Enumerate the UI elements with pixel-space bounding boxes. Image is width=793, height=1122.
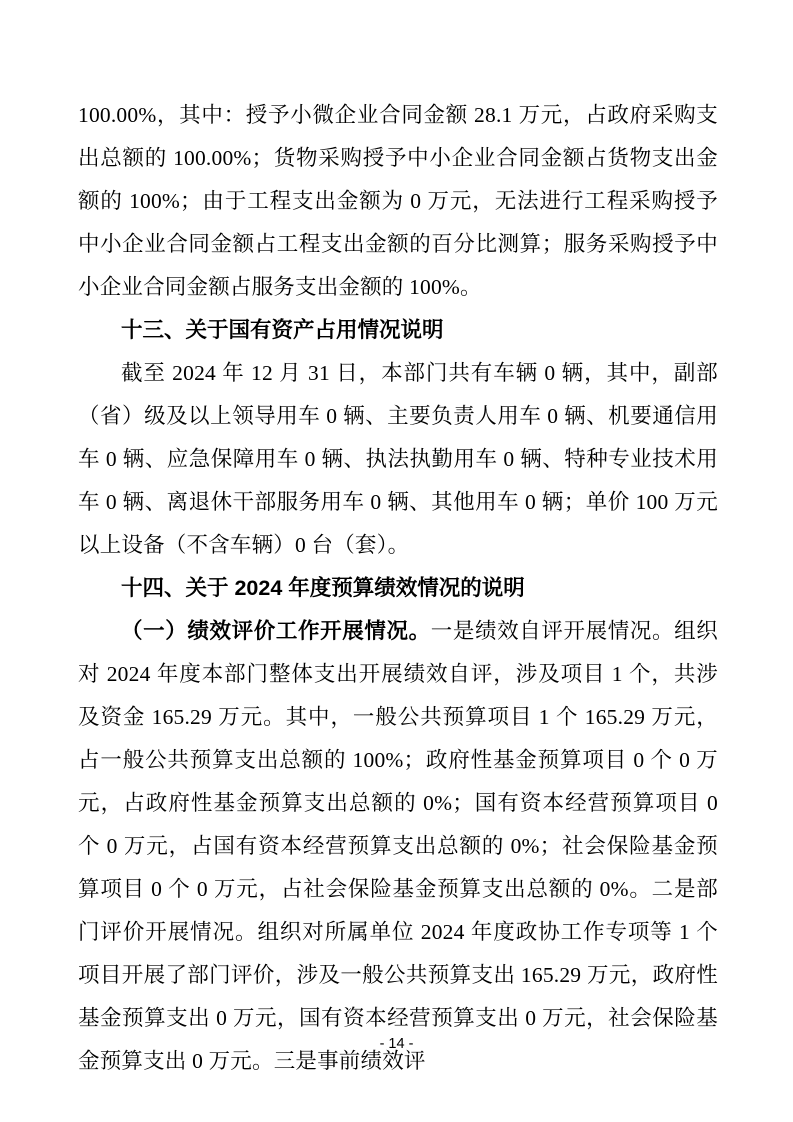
paragraph-performance-evaluation <box>78 610 718 1083</box>
heading-section-13: 十三、关于国有资产占用情况说明 <box>121 318 444 342</box>
page-number: - 14 - <box>379 1036 414 1052</box>
heading-section-14: 十四、关于 2024 年度预算绩效情况的说明 <box>121 576 525 600</box>
paragraph-procurement-continued: 100.00%，其中：授予小微企业合同金额 28.1 万元，占政府采购支出总额的 100.00%；货物采购授予中小企业合同金额占货物支出金额的 100%；由于工程支出金额为 0 万元，无法进行工程采购授予中小企业合同金额占工程支出金额的百分比测算；服务采购授予中小企业合同金额占服务支出金额的 100%。 <box>78 103 718 299</box>
paragraph-state-assets: 截至 2024 年 12 月 31 日，本部门共有车辆 0 辆，其中，副部（省）级及以上领导用车 0 辆、主要负责人用车 0 辆、机要通信用车 0 辆、应急保障用车 0 辆、执法执勤用车 0 辆、特种专业技术用车 0 辆、离退休干部服务用车 0 辆、其他用车 0 辆；单价 100 万元以上设备（不含车辆）0 台（套）。 <box>78 361 718 557</box>
paragraph-performance-lead: （一）绩效评价工作开展情况。 <box>121 619 431 643</box>
paragraph-performance-body: 一是绩效自评开展情况。组织对 2024 年度本部门整体支出开展绩效自评，涉及项目 1 个，共涉及资金 165.29 万元。其中，一般公共预算项目 1 个 165.29 万元，占一般公共预算支出总额的 100%；政府性基金预算项目 0 个 0 万元，占政府性基金预算支出总额的 0%；国有资本经营预算项目 0 个 0 万元，占国有资本经营预算支出总额的 0%；社会保险基金预算项目 0 个 0 万元，占社会保险基金预算支出总额的 0%。二是部门评价开展情况。组织对所属单位 2024 年度政协工作专项等 1 个项目开展了部门评价，涉及一般公共预算支出 165.29 万元，政府性基金预算支出 0 万元，国有资本经营预算支出 0 万元，社会保险基金预算支出 0 万元。三是事前绩效评 <box>78 619 718 1073</box>
document-content <box>78 94 718 1083</box>
